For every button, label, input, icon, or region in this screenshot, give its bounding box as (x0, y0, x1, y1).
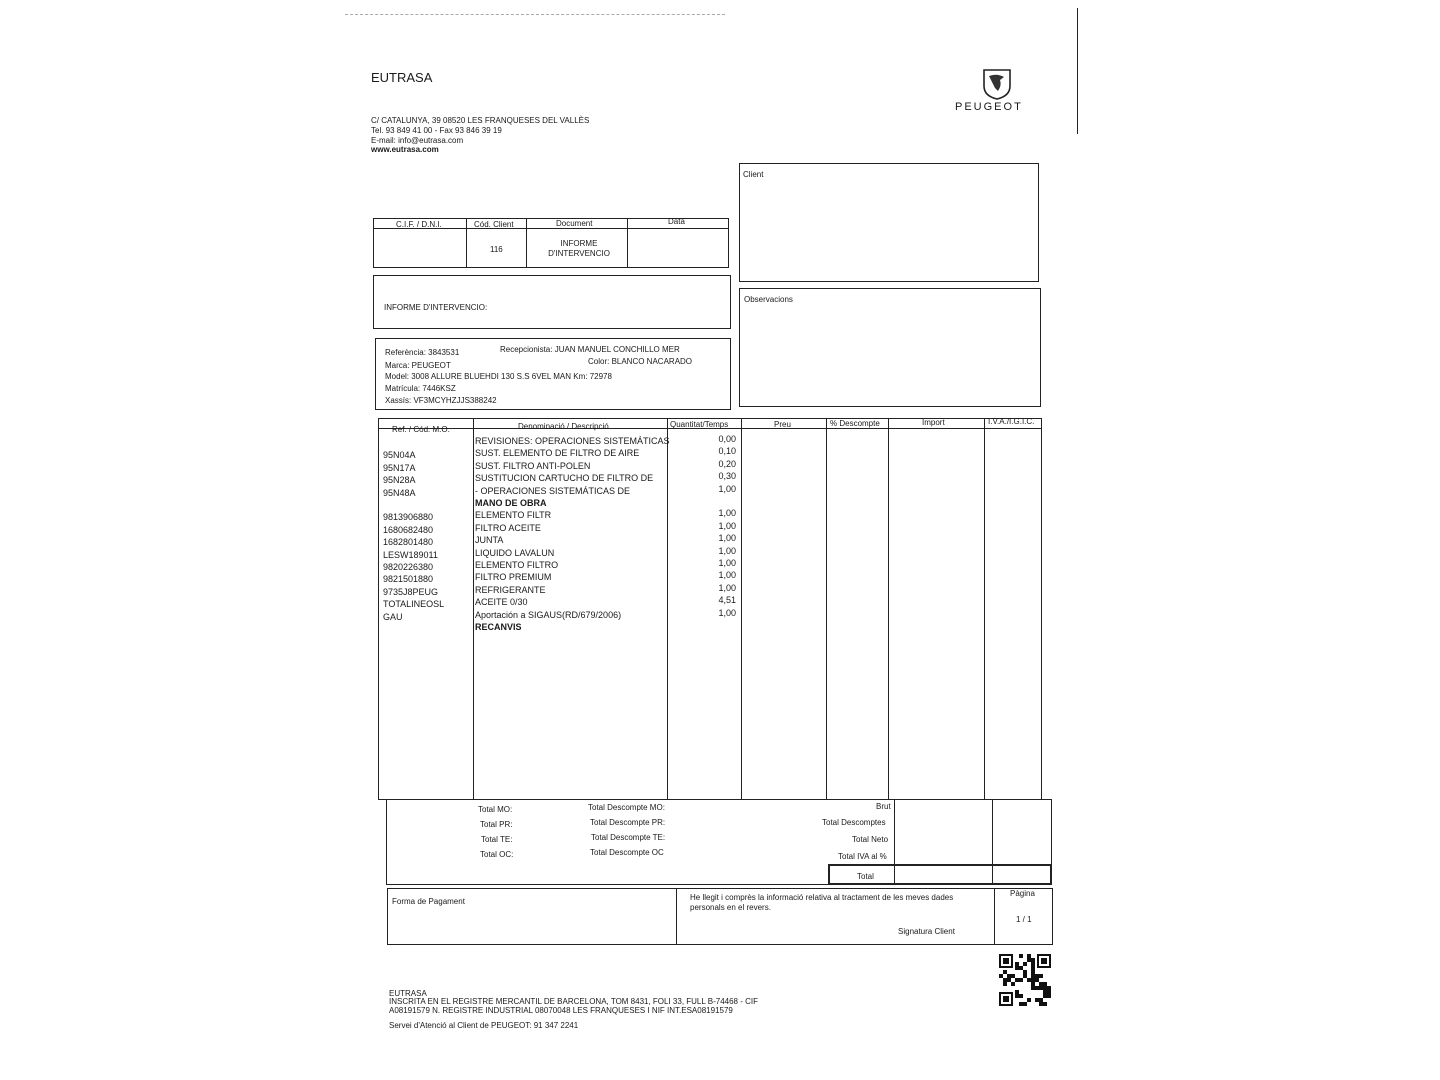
total-discount-oc: Total Descompte OC (590, 848, 664, 857)
table-row-ref: 9820226380 (383, 562, 434, 572)
footer-service: Servei d'Atenció al Client de PEUGEOT: 91 347 2241 (389, 1021, 579, 1030)
table-row-ref: 1682801480 (383, 537, 434, 547)
header-document: Document (556, 219, 593, 228)
observations-box (739, 288, 1041, 407)
value-document: INFORME D'INTERVENCIO (548, 239, 610, 258)
vehicle-marca: Marca: PEUGEOT (385, 361, 451, 370)
total-te: Total TE: (481, 835, 513, 844)
table-row-qty: 1,00 (718, 546, 736, 556)
total-neto-label: Total Neto (852, 835, 889, 844)
scan-edge-right (1077, 8, 1078, 134)
total-oc: Total OC: (480, 850, 514, 859)
client-label: Client (743, 170, 764, 179)
table-row-qty: 0,10 (718, 446, 736, 456)
brut-label: Brut (876, 802, 891, 811)
vehicle-referencia: Referència: 3843531 (385, 348, 460, 357)
table-row-qty: 1,00 (718, 583, 736, 593)
company-name: EUTRASA (371, 70, 433, 85)
table-row-ref: 9735J8PEUG (383, 587, 439, 597)
table-row-desc: MANO DE OBRA (475, 498, 547, 508)
table-row-ref: 95N48A (383, 488, 416, 498)
table-row-desc: REVISIONES: OPERACIONES SISTEMÁTICAS (475, 436, 670, 446)
observations-label: Observacions (744, 295, 793, 304)
table-row-desc: LIQUIDO LAVALUN (475, 548, 555, 558)
table-row-qty: 1,00 (718, 558, 736, 568)
table-row-ref: 95N04A (383, 450, 416, 460)
header-cif: C.I.F. / D.N.I. (396, 220, 442, 229)
vehicle-xassis: Xassís: VF3MCYHZJJS388242 (385, 396, 497, 405)
table-row-desc: SUSTITUCION CARTUCHO DE FILTRO DE (475, 473, 654, 483)
total-discount-pr: Total Descompte PR: (590, 818, 666, 827)
col-header-discount: % Descompte (830, 419, 880, 428)
table-row-qty: 1,00 (718, 508, 736, 518)
table-row-desc: JUNTA (475, 535, 504, 545)
table-row-qty: 4,51 (718, 595, 736, 605)
vehicle-color: Color: BLANCO NACARADO (588, 357, 693, 366)
table-row-desc: ELEMENTO FILTRO (475, 560, 559, 570)
table-row-desc: Aportación a SIGAUS(RD/679/2006) (475, 610, 622, 620)
vehicle-recepcionista: Recepcionista: JUAN MANUEL CONCHILLO MER (500, 345, 680, 354)
table-row-qty: 1,00 (718, 570, 736, 580)
footer-cif: A08191579 N. REGISTRE INDUSTRIAL 08070048 LES FRANQUESES I NIF INT.ESA08191579 (389, 1006, 733, 1015)
table-row-desc: FILTRO PREMIUM (475, 572, 552, 582)
vehicle-model: Model: 3008 ALLURE BLUEHDI 130 S.S 6VEL MAN Km: 72978 (385, 372, 612, 381)
table-row-ref: 95N17A (383, 463, 416, 473)
total-mo: Total MO: (478, 805, 513, 814)
total-discount-te: Total Descompte TE: (591, 833, 666, 842)
table-row-desc: SUST. FILTRO ANTI-POLEN (475, 461, 591, 471)
col-header-desc: Denominació / Descripció (518, 422, 609, 431)
header-data: Data (668, 217, 685, 226)
table-row-qty: 0,00 (718, 434, 736, 444)
page-label: Pàgina (1010, 889, 1035, 898)
page-number: 1 / 1 (1016, 915, 1032, 924)
footer-company: EUTRASA (389, 989, 427, 998)
table-row-ref: 9821501880 (383, 574, 434, 584)
total-descomptes-label: Total Descomptes (822, 818, 886, 827)
header-cod-client: Cód. Client (474, 220, 514, 229)
table-row-desc: ELEMENTO FILTR (475, 510, 552, 520)
doc-title-box (373, 275, 731, 329)
col-header-ref: Ref. / Cód. M.O. (392, 425, 450, 434)
value-cod-client: 116 (490, 245, 503, 254)
qr-code-icon (999, 954, 1051, 1006)
table-row-qty: 0,30 (718, 471, 736, 481)
total-discount-mo: Total Descompte MO: (588, 803, 665, 812)
table-row-desc: FILTRO ACEITE (475, 523, 541, 533)
table-row-ref: 1680682480 (383, 525, 434, 535)
vehicle-matricula: Matrícula: 7446KSZ (385, 384, 456, 393)
table-row-qty: 1,00 (718, 521, 736, 531)
privacy-text: He llegit i comprès la informació relativa al tractament de les meves dades personals en el revers. (690, 893, 954, 912)
company-web: www.eutrasa.com (371, 145, 439, 154)
scan-edge-top (345, 14, 725, 15)
table-row-qty: 1,00 (718, 608, 736, 618)
total-pr: Total PR: (480, 820, 513, 829)
total-label: Total (857, 872, 874, 881)
company-email: E-mail: info@eutrasa.com (371, 136, 464, 145)
table-row-desc: REFRIGERANTE (475, 585, 546, 595)
table-row-desc: RECANVIS (475, 622, 522, 632)
col-header-iva: I.V.A./I.G.I.C. (988, 417, 1035, 426)
table-row-desc: ACEITE 0/30 (475, 597, 528, 607)
table-row-ref: LESW189011 (383, 550, 438, 560)
table-row-ref: 95N28A (383, 475, 416, 485)
table-row-qty: 1,00 (718, 533, 736, 543)
table-row-ref: GAU (383, 612, 403, 622)
company-phone-fax: Tel. 93 849 41 00 - Fax 93 846 39 19 (371, 126, 502, 135)
signature-label: Signatura Client (898, 927, 955, 936)
footer-registre: INSCRITA EN EL REGISTRE MERCANTIL DE BARCELONA, TOM 8431, FOLI 33, FULL B-74468 - CIF (389, 997, 758, 1006)
table-row-qty: 0,20 (718, 459, 736, 469)
col-header-preu: Preu (774, 420, 791, 429)
brand-name: PEUGEOT (955, 101, 1023, 113)
total-iva-label: Total IVA al % (838, 852, 887, 861)
table-row-ref: TOTALINEOSL (383, 599, 445, 609)
payment-label: Forma de Pagament (392, 897, 465, 906)
table-row-desc: SUST. ELEMENTO DE FILTRO DE AIRE (475, 448, 640, 458)
col-header-import: Import (922, 418, 945, 427)
col-header-qty: Quantitat/Temps (670, 420, 729, 429)
company-address: C/ CATALUNYA, 39 08520 LES FRANQUESES DEL VALLÈS (371, 116, 590, 125)
table-row-ref: 9813906880 (383, 512, 434, 522)
doc-title: INFORME D'INTERVENCIO: (384, 303, 488, 312)
table-row-qty: 1,00 (718, 484, 736, 494)
client-box (739, 163, 1039, 282)
peugeot-lion-logo-icon (980, 68, 1014, 100)
table-row-desc: - OPERACIONES SISTEMÁTICAS DE (475, 486, 631, 496)
